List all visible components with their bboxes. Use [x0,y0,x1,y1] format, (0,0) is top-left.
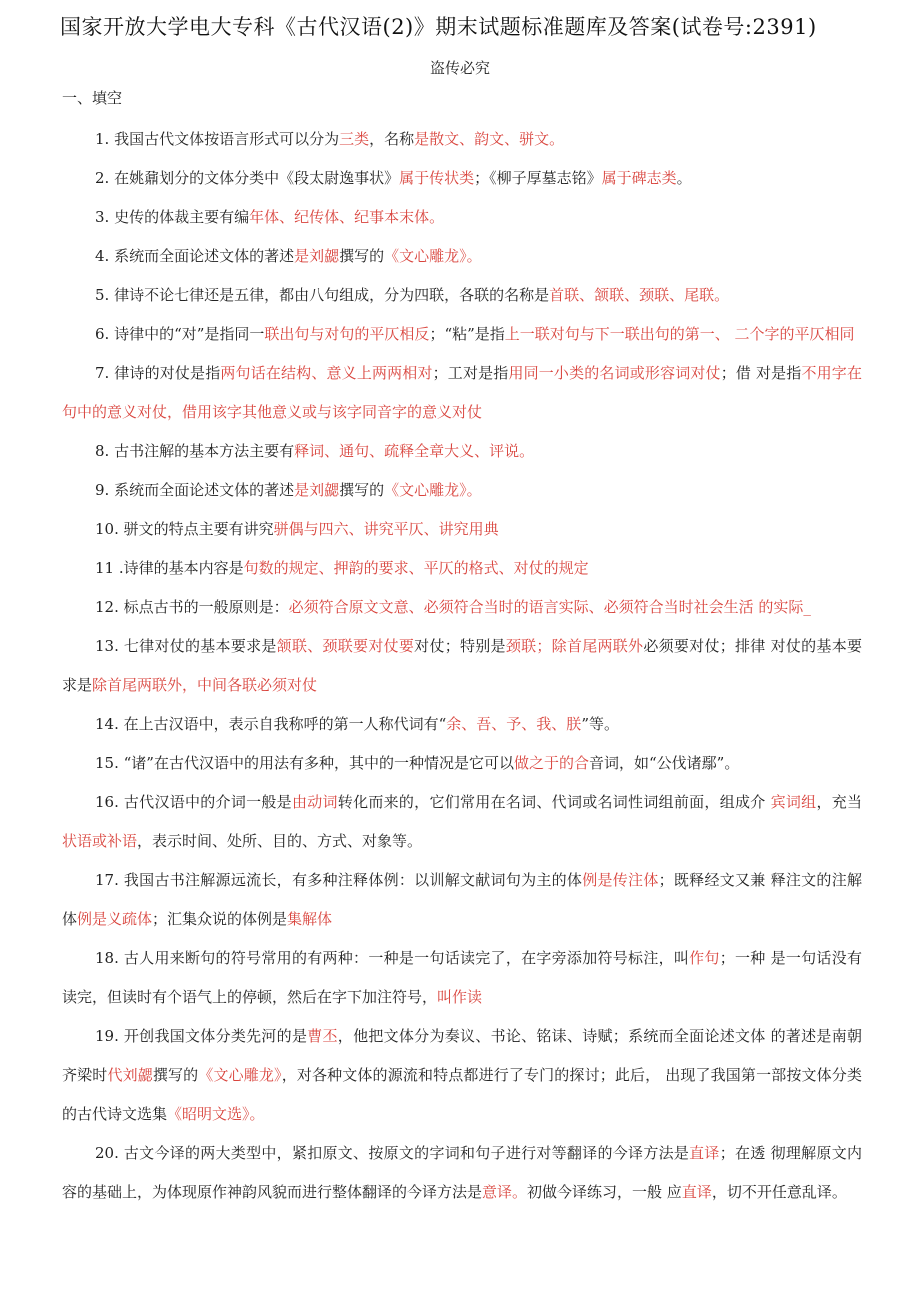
question-text: 15. “诸”在古代汉语中的用法有多种，其中的一种情况是它可以 [95,754,514,772]
question-text: 17. 我国古书注解源远流长，有多种注释体例：以训解文献词句为主的体 [95,871,583,889]
question-list [62,120,862,1212]
answer-text: 曹丕 [307,1027,338,1045]
question-item [62,276,862,315]
answer-text: 意译。 [482,1183,528,1201]
question-item [62,354,862,432]
document-subtitle: 盗传必究 [429,59,490,77]
answer-text: 颈联；除首尾两联外 [505,637,644,655]
question-text: 11 .诗律的基本内容是 [95,559,244,577]
answer-text: 宾词组 [770,793,817,811]
answer-text: 《文心雕龙》。 [384,247,482,265]
answer-text: 直译 [681,1183,712,1201]
question-text: 13. 七律对仗的基本要求是 [95,637,277,655]
question-item [62,510,862,549]
question-item [62,120,862,159]
question-text: ；既释经文又兼 释注文的注解体 [62,871,862,928]
answer-text: 代刘勰 [107,1066,153,1084]
section-heading: 一、填空 [62,89,123,107]
answer-text: 属于碑志类 [601,169,677,187]
question-text: ，充当 [816,793,862,811]
question-text: 2. 在姚鼐划分的文体分类中《段太尉逸事状》 [95,169,400,187]
question-item [62,159,862,198]
question-text: 9. 系统而全面论述文体的著述 [95,481,295,499]
question-item [62,198,862,237]
question-item [62,705,862,744]
question-text: 1. 我国古代文体按语言形式可以分为 [95,130,340,148]
answer-text: 叫作读 [437,988,483,1006]
question-text: 撰写的 [339,481,385,499]
answer-text: 状语或补语 [62,832,138,850]
answer-text: 首联、颔联、颈联、尾联。 [549,286,730,304]
question-text: 对仗；特别是 [414,637,506,655]
question-text: 5. 律诗不论七律还是五律，都由八句组成，分为四联，各联的名称是 [95,286,550,304]
question-text: 7. 律诗的对仗是指 [95,364,221,382]
answer-text: 是刘勰 [294,481,340,499]
answer-text: 句数的规定、押韵的要求、平仄的格式、对仗的规定 [243,559,589,577]
answer-text: 年体、纪传体、纪事本末体。 [249,208,445,226]
question-text: ；“粘”是指 [429,325,505,343]
question-item [62,588,862,627]
answer-text: 三类 [339,130,370,148]
answer-text: 联出句与对句的平仄相反 [264,325,430,343]
question-item [62,237,862,276]
answer-text: 例是传注体 [582,871,659,889]
question-item [62,744,862,783]
answer-text: 用同一小类的名词或形容词对仗 [508,364,721,382]
question-text: ，切不开任意乱译。 [711,1183,847,1201]
question-text: 音词，如“公伐诸鄢”。 [588,754,740,772]
answer-text: 除首尾两联外，中间各联必须对仗 [92,676,318,694]
answer-text: 做之于的合 [513,754,589,772]
answer-text: 由动词 [291,793,338,811]
answer-text: 是散文、韵文、骈文。 [414,130,565,148]
document-title: 国家开放大学电大专科《古代汉语(2)》期末试题标准题库及答案(试卷号:2391) [60,15,817,39]
answer-text: 《文心雕龙》 [198,1066,282,1084]
question-item [62,1017,862,1134]
answer-text: 属于传状类 [399,169,475,187]
question-text: ；工对是指 [432,364,509,382]
question-item [62,471,862,510]
question-item [62,783,862,861]
answer-text: 集解体 [287,910,333,928]
question-text: 18. 古人用来断句的符号常用的有两种：一种是一句话读完了，在字旁添加符号标注，叫 [95,949,690,967]
question-text: 20. 古文今译的两大类型中，紧扣原文、按原文的字词和句子进行对等翻译的今译方法是 [95,1144,690,1162]
question-text: ；一种 是一句话没有读完，但读时有个语气上的停顿，然后在字下加注符号， [62,949,862,1006]
question-item [62,432,862,471]
answer-text: 余、吾、予、我、朕 [446,715,582,733]
question-text: 撰写的 [339,247,385,265]
question-text: ；借 对是指 [720,364,802,382]
question-text: 4. 系统而全面论述文体的著述 [95,247,295,265]
answer-text: 《文心雕龙》。 [384,481,482,499]
answer-text: 《昭明文选》。 [167,1105,265,1123]
answer-text: 上一联对句与下一联出句的第一、 二个字的平仄相同 [504,325,855,343]
question-text: 必须要对仗；排律 对仗的基本要求是 [62,637,862,694]
question-text: 8. 古书注解的基本方法主要有 [95,442,295,460]
answer-text: 不用字在句中的意义对仗，借用该字其他意义或与该字同音字的意义对仗 [62,364,862,421]
question-text: ”等。 [581,715,619,733]
answer-text: 释词、通句、疏释全章大义、评说。 [294,442,535,460]
answer-text: 颔联、颈联要对仗要 [276,637,415,655]
question-text: ，他把文体分为奏议、书论、铭诔、诗赋；系统而全面论述文体 的著述是南朝齐梁时 [62,1027,862,1084]
answer-text: 必须符合原文文意、必须符合当时的语言实际、必须符合当时社会生活 的实际_ [288,598,811,616]
answer-text: 直译 [689,1144,720,1162]
answer-text: 是刘勰 [294,247,340,265]
question-text: ，名称 [369,130,415,148]
question-text: 3. 史传的体裁主要有编 [95,208,250,226]
answer-text: 骈偶与四六、讲究平仄、讲究用典 [273,520,499,538]
question-text: 16. 古代汉语中的介词一般是 [95,793,292,811]
question-text: 初做今译练习，一般 应 [527,1183,682,1201]
question-text: 12. 标点古书的一般原则是： [95,598,289,616]
question-text: ，表示时间、处所、目的、方式、对象等。 [137,832,423,850]
question-item [62,549,862,588]
question-item [62,315,862,354]
question-text: 。 [676,169,692,187]
question-item [62,627,862,705]
question-text: 转化而来的，它们常用在名词、代词或名词性词组前面，组成介 [337,793,771,811]
question-item [62,861,862,939]
answer-text: 例是义疏体 [77,910,153,928]
question-text: ；《柳子厚墓志铭》 [474,169,602,187]
question-text: 19. 开创我国文体分类先河的是 [95,1027,308,1045]
question-text: 10. 骈文的特点主要有讲究 [95,520,274,538]
answer-text: 作句 [689,949,720,967]
answer-text: 两句话在结构、意义上两两相对 [220,364,433,382]
question-text: ，对各种文体的源流和特点都进行了专门的探讨；此后， 出现了我国第一部按文体分类的古代诗文选集 [62,1066,862,1123]
question-text: 14. 在上古汉语中，表示自我称呼的第一人称代词有“ [95,715,447,733]
question-text: 撰写的 [152,1066,199,1084]
question-text: ；在透 彻理解原文内容的基础上，为体现原作神韵风貌而进行整体翻译的今译方法是 [62,1144,862,1201]
question-text: ；汇集众说的体例是 [152,910,288,928]
question-text: 6. 诗律中的“对”是指同一 [95,325,265,343]
question-item [62,1134,862,1212]
question-item [62,939,862,1017]
